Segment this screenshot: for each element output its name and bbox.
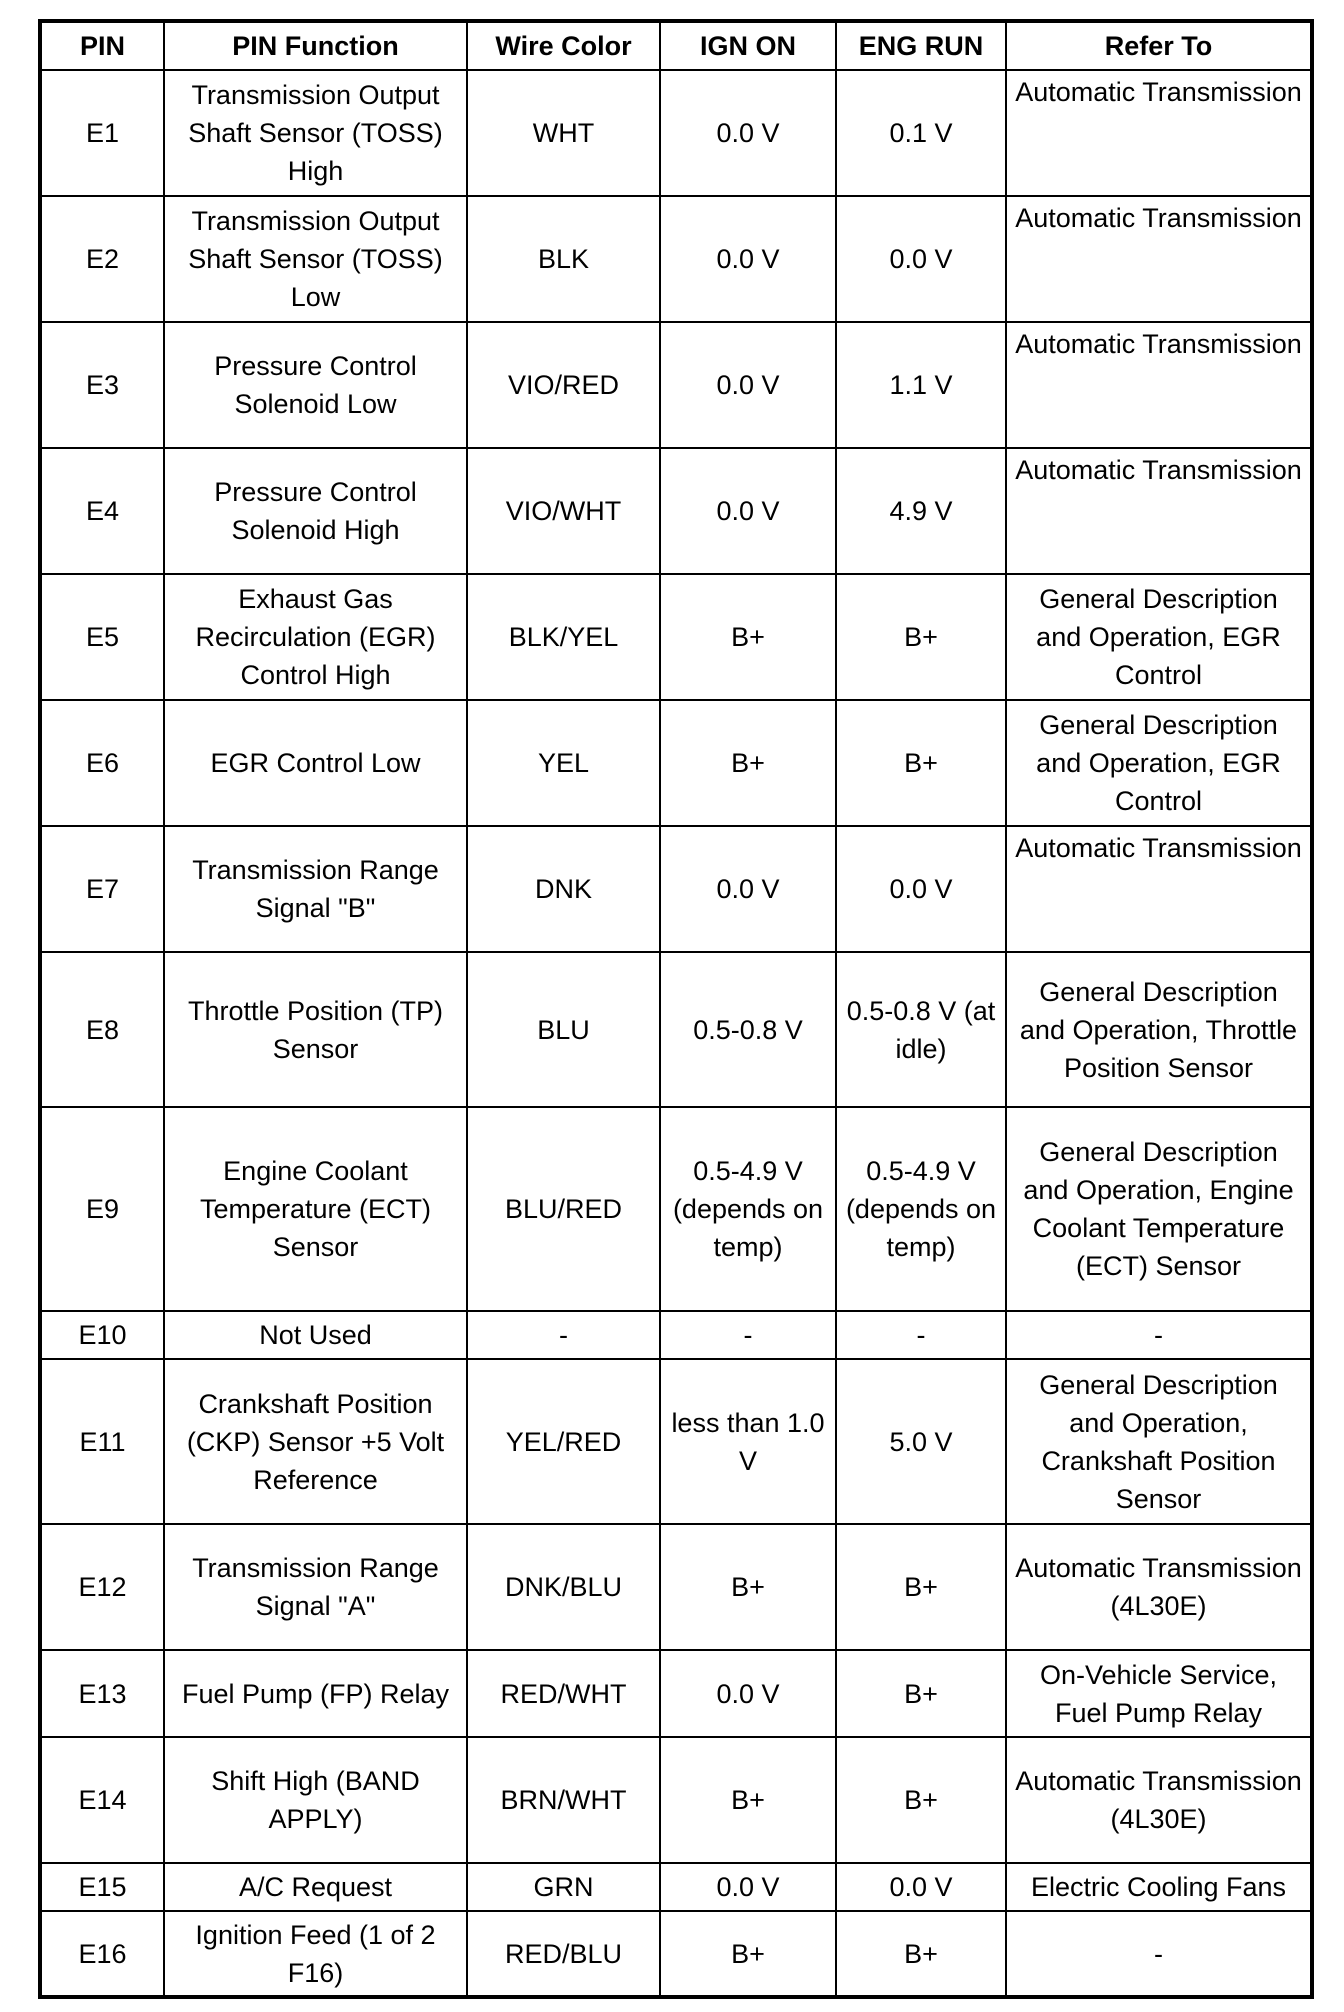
wire-color-cell: GRN (467, 1863, 660, 1911)
pin-cell: E10 (40, 1311, 164, 1359)
eng-run-cell: 4.9 V (836, 448, 1006, 574)
table-row (40, 1863, 1312, 1911)
ign-on-cell: B+ (660, 1524, 836, 1650)
eng-run-cell: 0.0 V (836, 826, 1006, 952)
pin-cell: E2 (40, 196, 164, 322)
wire-color-cell: VIO/WHT (467, 448, 660, 574)
header-pin: PIN (40, 21, 164, 70)
header-row (40, 21, 1312, 70)
function-cell: Transmission Range Signal "A" (164, 1524, 467, 1650)
table-row (40, 1311, 1312, 1359)
pin-cell: E12 (40, 1524, 164, 1650)
ign-on-cell: 0.0 V (660, 70, 836, 196)
table-row (40, 196, 1312, 322)
refer-to-cell: Automatic Transmission (1006, 448, 1312, 574)
table-row (40, 322, 1312, 448)
table-row (40, 70, 1312, 196)
header-wire-color: Wire Color (467, 21, 660, 70)
ign-on-cell: 0.0 V (660, 448, 836, 574)
pin-cell: E11 (40, 1359, 164, 1524)
refer-to-cell: Automatic Transmission (1006, 826, 1312, 952)
function-cell: Fuel Pump (FP) Relay (164, 1650, 467, 1737)
refer-to-cell: General Description and Operation, Throttle Position Sensor (1006, 952, 1312, 1107)
function-cell: Ignition Feed (1 of 2 F16) (164, 1911, 467, 1997)
pin-cell: E16 (40, 1911, 164, 1997)
pin-cell: E1 (40, 70, 164, 196)
eng-run-cell: 0.5-0.8 V (at idle) (836, 952, 1006, 1107)
function-cell: EGR Control Low (164, 700, 467, 826)
function-cell: A/C Request (164, 1863, 467, 1911)
pin-cell: E9 (40, 1107, 164, 1311)
refer-to-cell: Automatic Transmission (1006, 196, 1312, 322)
eng-run-cell: B+ (836, 1650, 1006, 1737)
wire-color-cell: YEL/RED (467, 1359, 660, 1524)
ign-on-cell: less than 1.0 V (660, 1359, 836, 1524)
pin-cell: E7 (40, 826, 164, 952)
function-cell: Transmission Output Shaft Sensor (TOSS) Low (164, 196, 467, 322)
pin-cell: E4 (40, 448, 164, 574)
eng-run-cell: B+ (836, 700, 1006, 826)
ign-on-cell: 0.0 V (660, 322, 836, 448)
header-refer-to: Refer To (1006, 21, 1312, 70)
ign-on-cell: B+ (660, 700, 836, 826)
wire-color-cell: BLU/RED (467, 1107, 660, 1311)
refer-to-cell: Automatic Transmission (1006, 70, 1312, 196)
eng-run-cell: B+ (836, 1911, 1006, 1997)
function-cell: Pressure Control Solenoid High (164, 448, 467, 574)
table-row (40, 952, 1312, 1107)
function-cell: Transmission Range Signal "B" (164, 826, 467, 952)
eng-run-cell: B+ (836, 1524, 1006, 1650)
function-cell: Exhaust Gas Recirculation (EGR) Control High (164, 574, 467, 700)
pin-table (38, 19, 1314, 1999)
function-cell: Pressure Control Solenoid Low (164, 322, 467, 448)
refer-to-cell: General Description and Operation, Engine Coolant Temperature (ECT) Sensor (1006, 1107, 1312, 1311)
wire-color-cell: BRN/WHT (467, 1737, 660, 1863)
wire-color-cell: BLK/YEL (467, 574, 660, 700)
eng-run-cell: 5.0 V (836, 1359, 1006, 1524)
ign-on-cell: B+ (660, 1911, 836, 1997)
pin-cell: E8 (40, 952, 164, 1107)
ign-on-cell: 0.0 V (660, 1650, 836, 1737)
header-function: PIN Function (164, 21, 467, 70)
pin-cell: E14 (40, 1737, 164, 1863)
wire-color-cell: RED/BLU (467, 1911, 660, 1997)
table-row (40, 1524, 1312, 1650)
pin-cell: E15 (40, 1863, 164, 1911)
refer-to-cell: Electric Cooling Fans (1006, 1863, 1312, 1911)
wire-color-cell: RED/WHT (467, 1650, 660, 1737)
pin-cell: E6 (40, 700, 164, 826)
eng-run-cell: 0.5-4.9 V (depends on temp) (836, 1107, 1006, 1311)
function-cell: Shift High (BAND APPLY) (164, 1737, 467, 1863)
table-row (40, 574, 1312, 700)
table-row (40, 448, 1312, 574)
refer-to-cell: - (1006, 1311, 1312, 1359)
function-cell: Throttle Position (TP) Sensor (164, 952, 467, 1107)
wire-color-cell: DNK (467, 826, 660, 952)
eng-run-cell: B+ (836, 1737, 1006, 1863)
function-cell: Crankshaft Position (CKP) Sensor +5 Volt Reference (164, 1359, 467, 1524)
header-ign-on: IGN ON (660, 21, 836, 70)
wire-color-cell: WHT (467, 70, 660, 196)
ign-on-cell: 0.0 V (660, 196, 836, 322)
wire-color-cell: DNK/BLU (467, 1524, 660, 1650)
eng-run-cell: 0.1 V (836, 70, 1006, 196)
eng-run-cell: 0.0 V (836, 196, 1006, 322)
table-row (40, 700, 1312, 826)
eng-run-cell: 1.1 V (836, 322, 1006, 448)
eng-run-cell: - (836, 1311, 1006, 1359)
refer-to-cell: General Description and Operation, EGR Control (1006, 574, 1312, 700)
ign-on-cell: 0.5-4.9 V (depends on temp) (660, 1107, 836, 1311)
pin-cell: E5 (40, 574, 164, 700)
eng-run-cell: B+ (836, 574, 1006, 700)
refer-to-cell: On-Vehicle Service, Fuel Pump Relay (1006, 1650, 1312, 1737)
wire-color-cell: VIO/RED (467, 322, 660, 448)
table-row (40, 1737, 1312, 1863)
ign-on-cell: 0.0 V (660, 1863, 836, 1911)
refer-to-cell: Automatic Transmission (4L30E) (1006, 1524, 1312, 1650)
refer-to-cell: General Description and Operation, EGR Control (1006, 700, 1312, 826)
wire-color-cell: - (467, 1311, 660, 1359)
wire-color-cell: BLU (467, 952, 660, 1107)
eng-run-cell: 0.0 V (836, 1863, 1006, 1911)
wire-color-cell: YEL (467, 700, 660, 826)
table-row (40, 1359, 1312, 1524)
ign-on-cell: 0.5-0.8 V (660, 952, 836, 1107)
header-eng-run: ENG RUN (836, 21, 1006, 70)
ign-on-cell: B+ (660, 1737, 836, 1863)
ign-on-cell: 0.0 V (660, 826, 836, 952)
table-row (40, 1911, 1312, 1997)
pin-cell: E13 (40, 1650, 164, 1737)
function-cell: Engine Coolant Temperature (ECT) Sensor (164, 1107, 467, 1311)
wire-color-cell: BLK (467, 196, 660, 322)
refer-to-cell: Automatic Transmission (1006, 322, 1312, 448)
refer-to-cell: Automatic Transmission (4L30E) (1006, 1737, 1312, 1863)
table-row (40, 1107, 1312, 1311)
table-row (40, 826, 1312, 952)
ign-on-cell: - (660, 1311, 836, 1359)
table-row (40, 1650, 1312, 1737)
pin-cell: E3 (40, 322, 164, 448)
refer-to-cell: - (1006, 1911, 1312, 1997)
function-cell: Transmission Output Shaft Sensor (TOSS) High (164, 70, 467, 196)
refer-to-cell: General Description and Operation, Crankshaft Position Sensor (1006, 1359, 1312, 1524)
ign-on-cell: B+ (660, 574, 836, 700)
function-cell: Not Used (164, 1311, 467, 1359)
